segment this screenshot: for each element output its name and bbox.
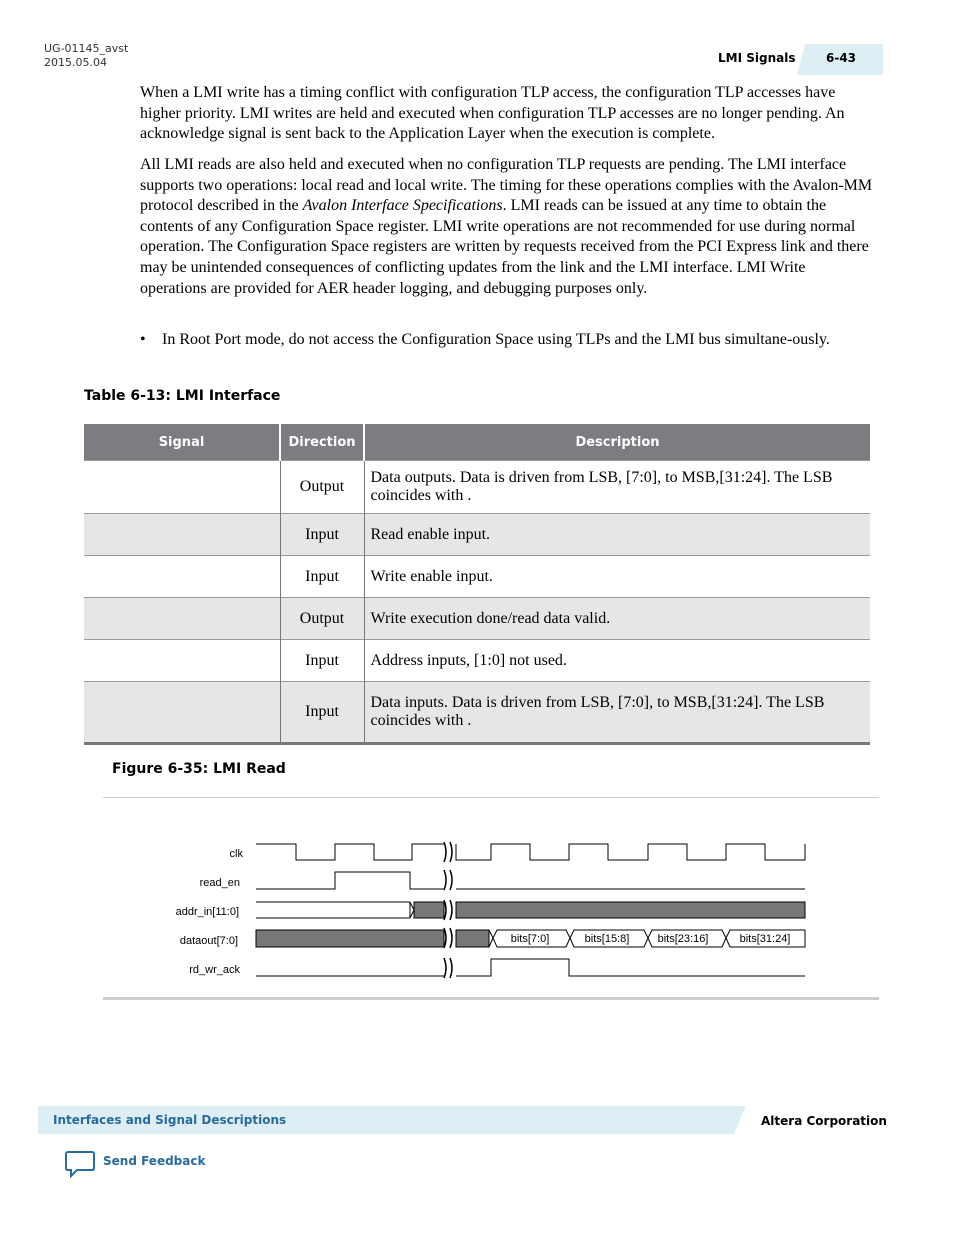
- signal-cell: [84, 640, 280, 682]
- figure-caption: Figure 6-35: LMI Read: [112, 761, 286, 777]
- header-description: Description: [364, 424, 870, 461]
- data-label-bits-15-8: bits[15:8]: [584, 933, 630, 945]
- spec-reference: Avalon Interface Specifications: [302, 197, 503, 215]
- direction-cell: Output: [280, 598, 364, 640]
- table-header-row: [84, 424, 870, 461]
- footer-company: Altera Corporation: [761, 1114, 887, 1128]
- signal-label-addr-in: addr_in[11:0]: [175, 906, 239, 918]
- lmi-read-timing-diagram: [0, 830, 954, 990]
- signal-cell: [84, 556, 280, 598]
- description-cell: Write execution done/read data valid.: [364, 598, 870, 640]
- rd-wr-ack-waveform: [256, 959, 805, 976]
- table-row: [84, 682, 870, 744]
- description-cell: Data outputs. Data is driven from LSB, [7:0], to MSB,[31:24]. The LSB coincides with .: [364, 461, 870, 514]
- data-label-bits-31-24: bits[31:24]: [739, 933, 791, 945]
- paragraph-1: When a LMI write has a timing conflict with configuration TLP access, the configuration TLP accesses have higher priority. LMI writes are held and executed when configuration TLP accesses are no longer pending. An acknowledge signal is sent back to the Application Layer when the execution is complete.: [140, 84, 845, 143]
- direction-cell: Input: [280, 682, 364, 744]
- signal-label-dataout: dataout[7:0]: [179, 935, 238, 947]
- signal-cell: [84, 461, 280, 514]
- doc-id: UG-01145_avst: [44, 42, 129, 55]
- paragraph-2-end: . LMI reads can be issued at any time to obtain the contents of any Configuration Space register. LMI write operations are not recommended for use during normal operation. The Configuration Space registers are written by requests received from the PCI Express link and there may be unintended consequences of conflicting updates from the link and the LMI interface. LMI Write operations are provided for AER header logging, and debugging purposes only.: [140, 197, 869, 297]
- direction-cell: Input: [280, 514, 364, 556]
- signal-cell: [84, 598, 280, 640]
- direction-cell: Output: [280, 461, 364, 514]
- header-direction: Direction: [280, 424, 364, 461]
- clk-waveform: [256, 844, 805, 860]
- time-break-marks: [444, 842, 452, 978]
- bullet-text: In Root Port mode, do not access the Configuration Space using TLPs and the LMI bus simultane-ously.: [162, 331, 830, 348]
- feedback-icon[interactable]: [65, 1150, 95, 1178]
- signal-label-rd-wr-ack: rd_wr_ack: [189, 964, 240, 976]
- description-cell: Read enable input.: [364, 514, 870, 556]
- read-en-waveform: [256, 872, 805, 889]
- paragraph-2-start: All LMI reads are also held and executed when no configuration TLP requests are pending. The LMI interface supports two operations: local read and local write. The timing for these operations complies with the Avalon-MM protocol described in the: [140, 156, 873, 215]
- signal-cell: [84, 514, 280, 556]
- table-row: [84, 556, 870, 598]
- table-row: [84, 514, 870, 556]
- description-cell: Write enable input.: [364, 556, 870, 598]
- send-feedback-link[interactable]: Send Feedback: [103, 1154, 206, 1168]
- header-section-title: LMI Signals: [718, 51, 796, 65]
- description-cell: Data inputs. Data is driven from LSB, [7:0], to MSB,[31:24]. The LSB coincides with .: [364, 682, 870, 744]
- figure-bottom-rule: [103, 997, 879, 1000]
- direction-cell: Input: [280, 556, 364, 598]
- data-label-bits-23-16: bits[23:16]: [657, 933, 709, 945]
- signal-label-read-en: read_en: [199, 877, 240, 889]
- header-signal: Signal: [84, 424, 280, 461]
- signal-cell: [84, 682, 280, 744]
- data-label-bits-7-0: bits[7:0]: [510, 933, 550, 945]
- table-row: [84, 640, 870, 682]
- table-caption: Table 6-13: LMI Interface: [84, 388, 281, 404]
- table-row: [84, 598, 870, 640]
- doc-date: 2015.05.04: [44, 56, 107, 69]
- signal-label-clk: clk: [229, 848, 243, 860]
- table-row: [84, 461, 870, 514]
- paragraph-2: [140, 155, 875, 299]
- lmi-interface-table: [84, 424, 870, 745]
- direction-cell: Input: [280, 640, 364, 682]
- figure-top-rule: [103, 797, 879, 798]
- footer-chapter-link[interactable]: Interfaces and Signal Descriptions: [53, 1113, 287, 1127]
- addr-in-waveform: [256, 902, 805, 918]
- header-page-number: 6-43: [826, 51, 857, 65]
- description-cell: Address inputs, [1:0] not used.: [364, 640, 870, 682]
- bullet-marker: •: [140, 331, 146, 348]
- doc-id-block: [44, 42, 128, 70]
